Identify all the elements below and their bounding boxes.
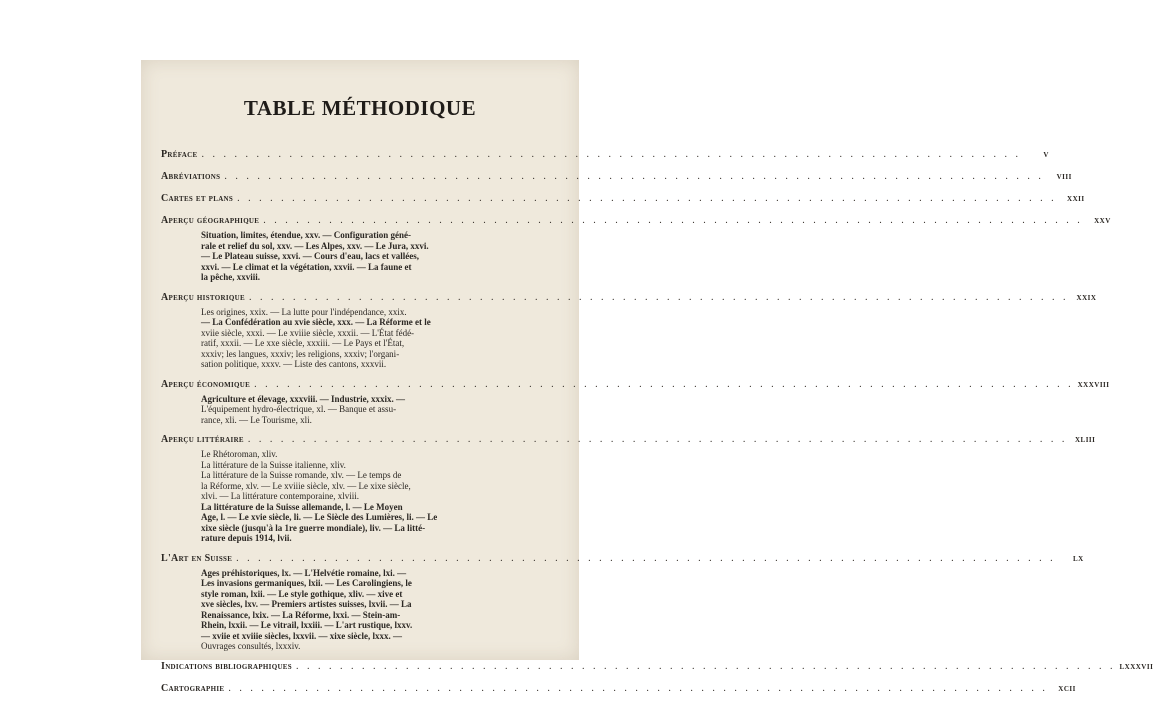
toc-entry [161,192,1085,206]
subtopic-line: rature depuis 1914, lvii. [201,533,292,543]
toc-entry-page-number: xxix [1076,292,1097,303]
dot-leader [249,291,1069,305]
toc-entry-row [161,170,1072,184]
subtopic-line: Ages préhistoriques, lx. — L'Helvétie romaine, lxi. — [201,567,407,578]
dot-leader [201,148,1021,162]
subtopic-line: L'équipement hydro-électrique, xl. — Banque et assu- [201,404,397,414]
subtopic-line: xixe siècle (jusqu'à la 1re guerre mondiale), liv. — La litté- [201,522,426,533]
toc-entry-label: Aperçu littéraire [161,434,244,445]
subtopic-line: — La Confédération au xvie siècle, xxx. — La Réforme et le [201,317,431,327]
subtopic-line: Agriculture et élevage, xxxviii. — Industrie, xxxix. — [201,393,406,404]
toc-entry-label: Préface [161,149,198,160]
toc-entry-label: Indications bibliographiques [161,660,292,672]
subtopic-line: La littérature de la Suisse allemande, l. — Le Moyen [201,501,403,512]
subtopic-line: — Le Plateau suisse, xxvi. — Cours d'eau, lacs et vallées, [201,251,419,261]
toc-entry-label: Cartes et plans [161,193,234,204]
toc-entry-page-number: xxxviii [1077,379,1110,390]
table-of-contents [161,148,1153,704]
dot-leader [296,660,1116,674]
subtopic-line: Rhein, lxxii. — Le vitrail, lxxiii. — L'art rustique, lxxv. [201,620,413,630]
subtopic-line: sation politique, xxxv. — Liste des cantons, xxxvii. [201,359,387,369]
toc-entry-row [161,214,1111,228]
toc-entry-label: Cartographie [161,682,225,694]
subtopic-line: la pêche, xxviii. [201,272,260,282]
page-title: TABLE MÉTHODIQUE [243,96,477,120]
toc-entry-subtopics [201,449,553,544]
subtopic-line: xviie siècle, xxxi. — Le xviiie siècle, xxxii. — L'État fédé- [201,327,415,338]
toc-entry-row [161,660,1153,674]
toc-entry-label: L'Art en Suisse [161,552,233,564]
toc-entry-subtopics [201,568,553,652]
toc-entry-subtopics [201,394,553,426]
subtopic-line: style roman, lxii. — Le style gothique, xliv. — xive et [201,588,403,599]
toc-entry-label: Aperçu géographique [161,215,260,226]
subtopic-line: rale et relief du sol, xxv. — Les Alpes, xxv. — Le Jura, xxvi. [201,240,429,251]
toc-entry-page-number: viii [1056,172,1072,182]
toc-entry [161,291,1097,370]
toc-entry [161,378,1110,426]
toc-entry [161,433,1096,544]
toc-entry [161,552,1084,652]
dot-leader [263,214,1083,228]
book-page [141,60,1153,694]
toc-entry-page-number: xxv [1094,216,1111,226]
toc-entry-row [161,148,1049,162]
toc-entry-subtopics [201,307,553,370]
subtopic-line: Le Rhétoroman, xliv. [201,449,278,459]
subtopic-line: Age, l. — Le xvie siècle, li. — Le Siècle des Lumières, li. — Le [201,512,438,522]
subtopic-line: la Réforme, xlv. — Le xviiie siècle, xlv. — Le xixe siècle, [201,480,411,491]
toc-entry-page-number: v [1043,150,1049,160]
toc-entry-row [161,433,1096,447]
subtopic-line: Renaissance, lxix. — La Réforme, lxxi. — Stein-am- [201,609,401,620]
toc-entry-label: Aperçu économique [161,378,251,390]
toc-entry-label: Aperçu historique [161,291,245,303]
subtopic-line: La littérature de la Suisse romande, xlv. — Le temps de [201,470,402,480]
subtopic-line: xve siècles, lxv. — Premiers artistes suisses, lxvii. — La [201,599,412,609]
toc-entry-label: Abréviations [161,171,221,182]
toc-entry-row [161,552,1084,566]
subtopic-line: rance, xli. — Le Tourisme, xli. [201,414,312,425]
toc-entry [161,170,1072,184]
toc-entry [161,214,1111,283]
subtopic-line: xlvi. — La littérature contemporaine, xlviii. [201,491,359,501]
toc-entry-row [161,192,1085,206]
subtopic-line: xxxiv; les langues, xxxiv; les religions, xxxiv; l'organi- [201,348,400,359]
toc-entry-row [161,682,1076,696]
subtopic-line: Les origines, xxix. — La lutte pour l'indépendance, xxix. [201,306,407,317]
toc-entry-page-number: xxii [1067,194,1085,204]
toc-entry [161,660,1153,674]
subtopic-line: Ouvrages consultés, lxxxiv. [201,641,301,651]
dot-leader [224,170,1044,184]
toc-entry-subtopics [201,230,553,283]
subtopic-line: Situation, limites, étendue, xxv. — Configuration géné- [201,230,412,240]
toc-entry-row [161,291,1097,305]
dot-leader [254,378,1074,392]
dot-leader [236,552,1056,566]
subtopic-line: xxvi. — Le climat et la végétation, xxvii. — La faune et [201,261,412,272]
dot-leader [248,433,1068,447]
toc-entry [161,682,1076,696]
dot-leader [228,682,1048,696]
toc-entry-page-number: xcii [1058,683,1076,694]
subtopic-line: ratif, xxxii. — Le xxe siècle, xxxiii. — Le Pays et l'État, [201,338,405,348]
toc-entry [161,148,1049,162]
subtopic-line: Les invasions germaniques, lxii. — Les Carolingiens, le [201,578,412,588]
subtopic-line: La littérature de la Suisse italienne, xliv. [201,459,346,470]
subtopic-line: — xviie et xviiie siècles, lxxvii. — xixe siècle, lxxx. — [201,630,402,641]
toc-entry-page-number: xliii [1074,435,1096,445]
toc-entry-page-number: lx [1072,553,1084,564]
toc-entry-row [161,378,1110,392]
toc-entry-page-number: lxxxvii [1119,661,1153,672]
dot-leader [237,192,1057,206]
